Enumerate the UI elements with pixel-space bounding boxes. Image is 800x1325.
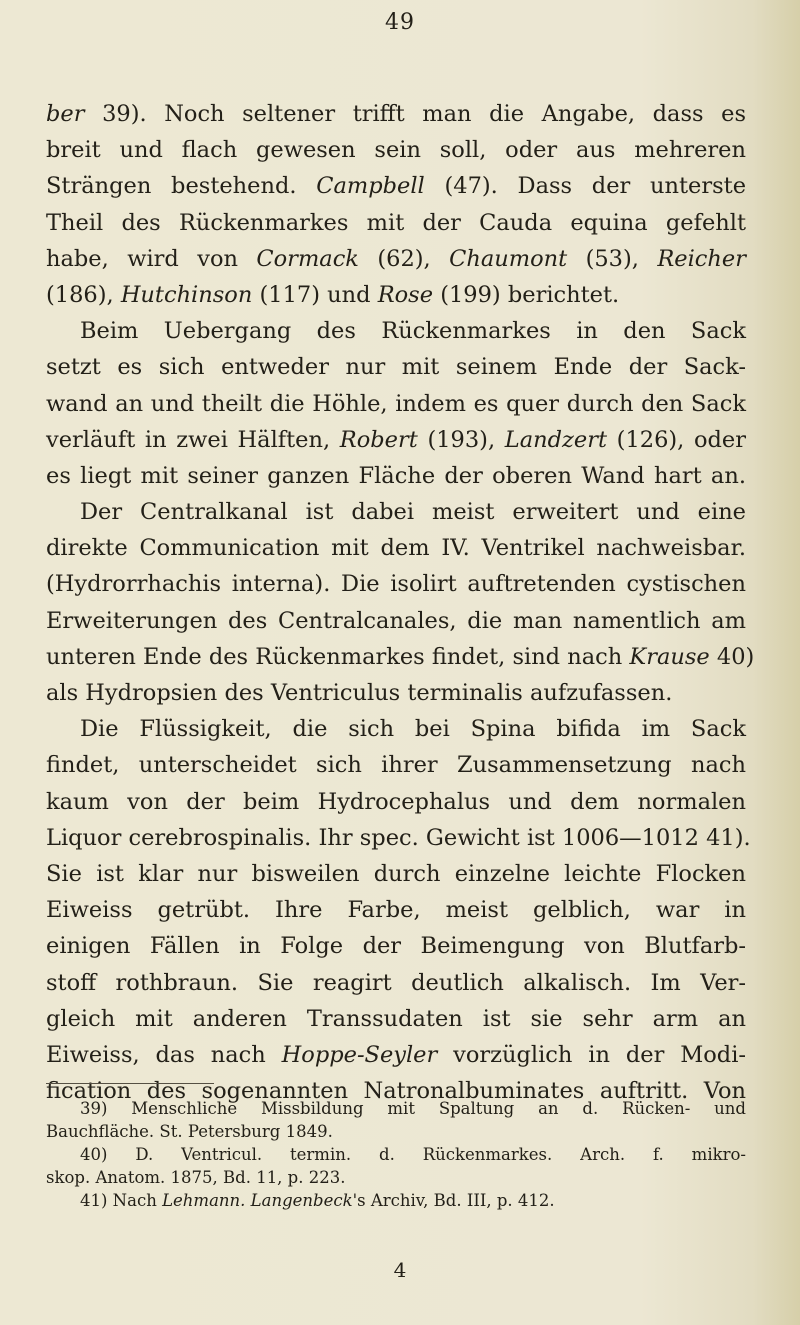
text-segment: (62),	[358, 245, 450, 272]
text-line	[46, 96, 746, 132]
text-line	[46, 349, 746, 385]
text-line	[46, 277, 746, 313]
text-line	[46, 386, 746, 422]
text-segment: Strängen bestehend.	[46, 173, 317, 200]
italic-citation: Campbell	[316, 173, 425, 200]
text-segment: gleich mit anderen Transsudaten ist sie sehr arm an	[46, 1005, 746, 1032]
text-segment: (Hydrorrhachis interna). Die isolirt auftretenden cystischen	[46, 571, 746, 598]
footnote-rule	[46, 1083, 214, 1084]
text-line	[46, 168, 746, 204]
text-segment: Eiweiss getrübt. Ihre Farbe, meist gelblich, war in	[46, 897, 746, 924]
italic-citation: Hoppe-Seyler	[281, 1041, 438, 1068]
text-segment: vorzüglich in der Modi-	[437, 1041, 746, 1068]
text-segment: breit und flach gewesen sein soll, oder aus mehreren	[46, 137, 746, 164]
printer-signature-mark: 4	[393, 1258, 407, 1282]
text-line	[46, 530, 746, 566]
text-segment: es liegt mit seiner ganzen Fläche der oberen Wand hart an.	[46, 462, 746, 489]
text-segment: Erweiterungen des Centralcanales, die man namentlich am	[46, 607, 746, 634]
text-line	[46, 639, 755, 675]
footnote-line	[46, 1143, 746, 1166]
text-line	[46, 458, 746, 494]
text-line	[46, 675, 746, 711]
text-segment: findet, unterscheidet sich ihrer Zusammensetzung nach	[46, 752, 746, 779]
text-line	[46, 784, 746, 820]
italic-citation: Rose	[377, 281, 434, 308]
text-segment: (193),	[417, 426, 505, 453]
text-line	[46, 892, 746, 928]
text-segment: skop. Anatom. 1875, Bd. 11, p. 223.	[46, 1168, 346, 1187]
text-segment: als Hydropsien des Ventriculus terminalis aufzufassen.	[46, 680, 673, 706]
text-segment: Sie ist klar nur bisweilen durch einzelne leichte Flocken	[46, 860, 746, 887]
text-segment: Theil des Rückenmarkes mit der Cauda equina gefehlt	[46, 209, 746, 236]
text-line	[46, 747, 746, 783]
text-line	[46, 422, 746, 458]
italic-citation: Lehmann. Langenbeck	[162, 1191, 353, 1210]
italic-citation: Reicher	[657, 245, 746, 272]
footnotes	[46, 1097, 746, 1212]
text-segment: unteren Ende des Rückenmarkes findet, sind nach	[46, 643, 630, 670]
footnote-line	[46, 1189, 746, 1212]
italic-citation: Hutchinson	[120, 281, 253, 308]
text-segment: Beim Uebergang des Rückenmarkes in den Sack	[80, 318, 746, 345]
text-segment: (126), oder	[607, 426, 746, 453]
text-segment: einigen Fällen in Folge der Beimengung von Blutfarb-	[46, 933, 746, 960]
text-segment: (53),	[567, 245, 658, 272]
text-line	[46, 494, 746, 530]
text-line	[46, 1037, 746, 1073]
text-line	[46, 928, 746, 964]
text-segment: Der Centralkanal ist dabei meist erweitert und eine	[80, 499, 746, 526]
italic-citation: Landzert	[504, 426, 607, 453]
text-segment: Bauchfläche. St. Petersburg 1849.	[46, 1122, 333, 1141]
text-segment: (186),	[46, 281, 121, 308]
text-segment: (47). Dass der unterste	[424, 173, 747, 200]
text-line	[46, 711, 746, 747]
text-segment: kaum von der beim Hydrocephalus und dem normalen	[46, 788, 746, 815]
text-segment: 40)	[709, 643, 755, 670]
italic-citation: Krause	[629, 643, 710, 670]
text-segment: setzt es sich entweder nur mit seinem Ende der Sack-	[46, 354, 746, 381]
text-segment: fication des sogenannten Natronalbuminates auftritt. Von	[46, 1078, 746, 1105]
text-segment: 41) Nach	[80, 1191, 163, 1210]
footnote-line	[46, 1120, 746, 1143]
text-segment: 39). Noch seltener trifft man die Angabe, dass es	[84, 101, 746, 127]
text-line	[46, 313, 746, 349]
text-line	[46, 241, 746, 277]
text-segment: 39) Menschliche Missbildung mit Spaltung an d. Rücken- und	[80, 1099, 746, 1118]
text-line	[46, 820, 751, 856]
text-segment: Die Flüssigkeit, die sich bei Spina bifida im Sack	[80, 716, 746, 743]
text-segment: Liquor cerebrospinalis. Ihr spec. Gewicht ist 1006—1012 41).	[46, 824, 751, 851]
italic-citation: Chaumont	[449, 245, 568, 272]
body-text	[46, 96, 755, 1109]
text-line	[46, 856, 746, 892]
text-segment: stoff rothbraun. Sie reagirt deutlich alkalisch. Im Ver-	[46, 969, 746, 996]
italic-citation: Cormack	[256, 245, 359, 272]
footnote-line	[46, 1166, 746, 1189]
footnote-line	[46, 1097, 746, 1120]
text-line	[46, 205, 746, 241]
text-segment: Eiweiss, das nach	[46, 1041, 282, 1068]
text-segment: habe, wird von	[46, 245, 257, 272]
text-segment: 40) D. Ventricul. termin. d. Rückenmarkes. Arch. f. mikro-	[80, 1145, 746, 1164]
page-number: 49	[385, 10, 415, 35]
text-line	[46, 1001, 746, 1037]
text-line	[46, 965, 746, 1001]
text-line	[46, 132, 746, 168]
text-segment: wand an und theilt die Höhle, indem es quer durch den Sack	[46, 390, 746, 417]
text-segment: direkte Communication mit dem IV. Ventrikel nachweisbar.	[46, 535, 746, 562]
text-segment: 's Archiv, Bd. III, p. 412.	[352, 1191, 555, 1210]
text-segment: (117) und	[252, 281, 378, 308]
text-segment: (199) berichtet.	[433, 281, 620, 308]
text-segment: verläuft in zwei Hälften,	[46, 426, 340, 453]
italic-citation: ber	[46, 101, 85, 127]
text-line	[46, 566, 746, 602]
text-line	[46, 603, 746, 639]
italic-citation: Robert	[339, 426, 418, 453]
